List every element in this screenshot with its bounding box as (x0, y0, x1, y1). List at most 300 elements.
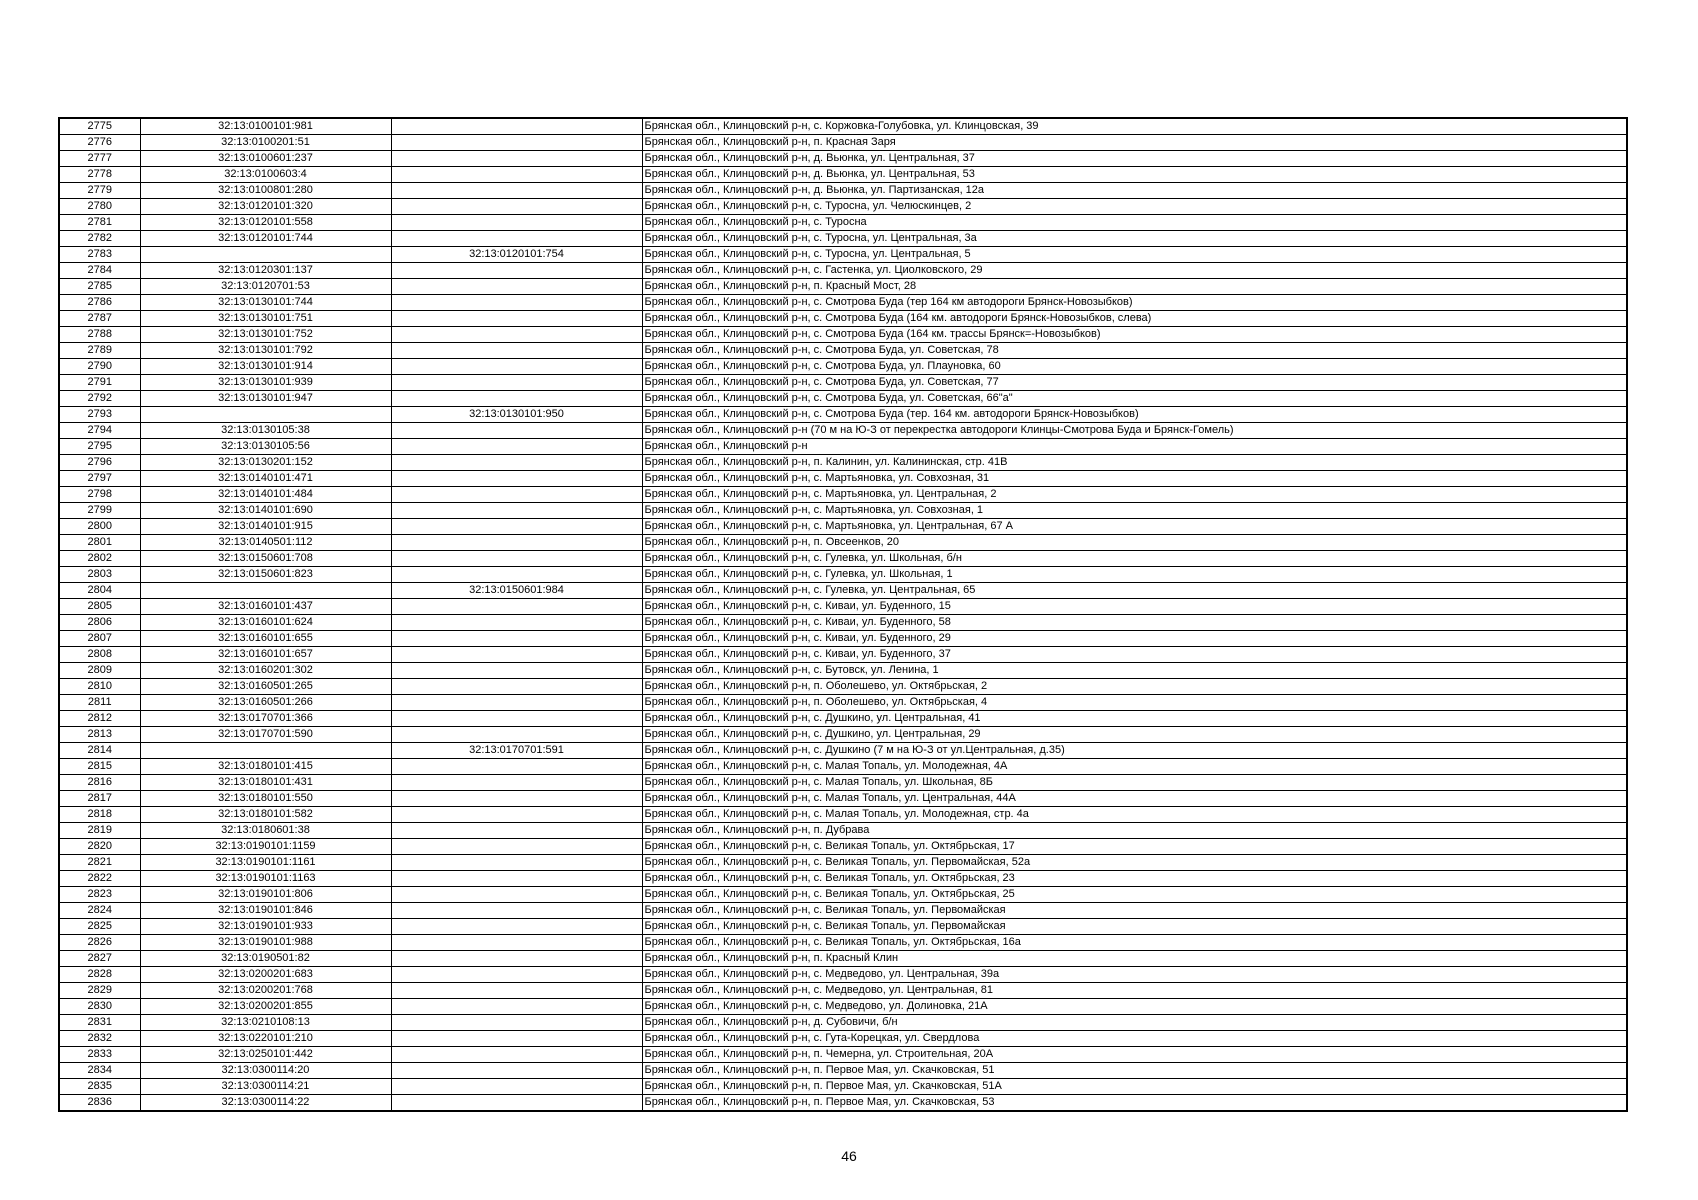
address-cell: Брянская обл., Клинцовский р-н, п. Красная Заря (642, 135, 1627, 151)
cadastral-number-alt-cell (391, 135, 642, 151)
table-row (59, 711, 1627, 727)
table-row (59, 118, 1627, 135)
address-cell: Брянская обл., Клинцовский р-н, с. Мартьяновка, ул. Центральная, 2 (642, 487, 1627, 503)
cadastral-number-cell: 32:13:0120301:137 (140, 263, 391, 279)
cadastral-number-alt-cell (391, 487, 642, 503)
row-number-cell: 2820 (59, 839, 140, 855)
cadastral-number-alt-cell (391, 551, 642, 567)
table-row (59, 1079, 1627, 1095)
address-cell: Брянская обл., Клинцовский р-н, с. Смотрова Буда, ул. Советская, 78 (642, 343, 1627, 359)
cadastral-number-alt-cell (391, 839, 642, 855)
address-cell: Брянская обл., Клинцовский р-н, с. Туросна, ул. Центральная, 3а (642, 231, 1627, 247)
cadastral-number-alt-cell (391, 663, 642, 679)
cadastral-number-alt-cell (391, 967, 642, 983)
address-cell: Брянская обл., Клинцовский р-н, с. Мартьяновка, ул. Центральная, 67 А (642, 519, 1627, 535)
row-number-cell: 2819 (59, 823, 140, 839)
address-cell: Брянская обл., Клинцовский р-н, с. Смотрова Буда (тер. 164 км. автодороги Брянск-Новозыбков) (642, 407, 1627, 423)
table-row (59, 231, 1627, 247)
address-cell: Брянская обл., Клинцовский р-н, с. Туросна, ул. Челюскинцев, 2 (642, 199, 1627, 215)
cadastral-number-cell: 32:13:0130105:38 (140, 423, 391, 439)
cadastral-number-alt-cell (391, 1031, 642, 1047)
table-row (59, 919, 1627, 935)
cadastral-number-alt-cell (391, 807, 642, 823)
cadastral-number-cell: 32:13:0100201:51 (140, 135, 391, 151)
cadastral-number-cell: 32:13:0200201:768 (140, 983, 391, 999)
cadastral-number-alt-cell (391, 263, 642, 279)
table-row (59, 247, 1627, 263)
row-number-cell: 2786 (59, 295, 140, 311)
cadastral-number-cell: 32:13:0150601:823 (140, 567, 391, 583)
table-row (59, 647, 1627, 663)
row-number-cell: 2830 (59, 999, 140, 1015)
cadastral-number-cell: 32:13:0190101:846 (140, 903, 391, 919)
cadastral-number-cell: 32:13:0190101:1159 (140, 839, 391, 855)
row-number-cell: 2775 (59, 118, 140, 135)
address-cell: Брянская обл., Клинцовский р-н, с. Великая Топаль, ул. Первомайская (642, 903, 1627, 919)
cadastral-number-cell (140, 247, 391, 263)
address-cell: Брянская обл., Клинцовский р-н, с. Медведово, ул. Центральная, 39а (642, 967, 1627, 983)
row-number-cell: 2790 (59, 359, 140, 375)
cadastral-number-cell: 32:13:0180101:582 (140, 807, 391, 823)
cadastral-number-cell: 32:13:0220101:210 (140, 1031, 391, 1047)
row-number-cell: 2788 (59, 327, 140, 343)
address-cell: Брянская обл., Клинцовский р-н, с. Великая Топаль, ул. Первомайская (642, 919, 1627, 935)
cadastral-number-cell: 32:13:0130101:939 (140, 375, 391, 391)
row-number-cell: 2793 (59, 407, 140, 423)
cadastral-number-cell: 32:13:0130101:947 (140, 391, 391, 407)
row-number-cell: 2835 (59, 1079, 140, 1095)
row-number-cell: 2816 (59, 775, 140, 791)
table-row (59, 935, 1627, 951)
cadastral-number-cell: 32:13:0190101:988 (140, 935, 391, 951)
row-number-cell: 2778 (59, 167, 140, 183)
cadastral-number-alt-cell (391, 535, 642, 551)
table-row (59, 343, 1627, 359)
cadastral-number-alt-cell (391, 215, 642, 231)
table-row (59, 855, 1627, 871)
cadastral-number-alt-cell (391, 295, 642, 311)
cadastral-number-alt-cell (391, 375, 642, 391)
row-number-cell: 2781 (59, 215, 140, 231)
address-cell: Брянская обл., Клинцовский р-н, с. Бутовск, ул. Ленина, 1 (642, 663, 1627, 679)
row-number-cell: 2805 (59, 599, 140, 615)
cadastral-number-alt-cell (391, 823, 642, 839)
table-row (59, 759, 1627, 775)
table-row (59, 407, 1627, 423)
address-cell: Брянская обл., Клинцовский р-н, с. Киваи, ул. Буденного, 58 (642, 615, 1627, 631)
row-number-cell: 2791 (59, 375, 140, 391)
table-row (59, 583, 1627, 599)
address-cell: Брянская обл., Клинцовский р-н, п. Красный Клин (642, 951, 1627, 967)
address-cell: Брянская обл., Клинцовский р-н, с. Медведово, ул. Центральная, 81 (642, 983, 1627, 999)
table-row (59, 1031, 1627, 1047)
cadastral-number-alt-cell (391, 919, 642, 935)
cadastral-number-cell: 32:13:0160101:657 (140, 647, 391, 663)
table-row (59, 359, 1627, 375)
address-cell: Брянская обл., Клинцовский р-н, с. Мартьяновка, ул. Совхозная, 31 (642, 471, 1627, 487)
row-number-cell: 2817 (59, 791, 140, 807)
address-cell: Брянская обл., Клинцовский р-н (70 м на Ю-З от перекрестка автодороги Клинцы-Смотрова Буда и Брянск-Гомель) (642, 423, 1627, 439)
cadastral-number-alt-cell (391, 439, 642, 455)
cadastral-number-alt-cell (391, 118, 642, 135)
cadastral-number-alt-cell (391, 167, 642, 183)
table-row (59, 391, 1627, 407)
cadastral-number-cell: 32:13:0300114:22 (140, 1095, 391, 1112)
address-cell: Брянская обл., Клинцовский р-н, с. Малая Топаль, ул. Молодежная, 4А (642, 759, 1627, 775)
table-row (59, 1095, 1627, 1112)
cadastral-number-alt-cell (391, 327, 642, 343)
table-row (59, 887, 1627, 903)
row-number-cell: 2812 (59, 711, 140, 727)
table-row (59, 663, 1627, 679)
row-number-cell: 2777 (59, 151, 140, 167)
table-row (59, 695, 1627, 711)
cadastral-number-cell: 32:13:0140101:915 (140, 519, 391, 535)
table-row (59, 263, 1627, 279)
row-number-cell: 2776 (59, 135, 140, 151)
table-row (59, 791, 1627, 807)
cadastral-number-alt-cell (391, 647, 642, 663)
cadastral-number-cell: 32:13:0180101:550 (140, 791, 391, 807)
cadastral-number-cell: 32:13:0160201:302 (140, 663, 391, 679)
cadastral-number-alt-cell (391, 455, 642, 471)
cadastral-number-alt-cell (391, 151, 642, 167)
cadastral-number-alt-cell (391, 567, 642, 583)
address-cell: Брянская обл., Клинцовский р-н, с. Смотрова Буда, ул. Советская, 66"а" (642, 391, 1627, 407)
cadastral-number-alt-cell (391, 983, 642, 999)
row-number-cell: 2833 (59, 1047, 140, 1063)
table-row (59, 279, 1627, 295)
address-cell: Брянская обл., Клинцовский р-н, п. Первое Мая, ул. Скачковская, 51А (642, 1079, 1627, 1095)
row-number-cell: 2806 (59, 615, 140, 631)
cadastral-number-alt-cell (391, 599, 642, 615)
table-row (59, 615, 1627, 631)
row-number-cell: 2804 (59, 583, 140, 599)
address-cell: Брянская обл., Клинцовский р-н, д. Вьюнка, ул. Партизанская, 12а (642, 183, 1627, 199)
cadastral-number-cell: 32:13:0180101:431 (140, 775, 391, 791)
cadastral-number-alt-cell (391, 279, 642, 295)
cadastral-number-alt-cell (391, 503, 642, 519)
table-row (59, 199, 1627, 215)
address-cell: Брянская обл., Клинцовский р-н, с. Киваи, ул. Буденного, 29 (642, 631, 1627, 647)
cadastral-number-cell: 32:13:0130101:744 (140, 295, 391, 311)
cadastral-number-cell: 32:13:0170701:366 (140, 711, 391, 727)
cadastral-number-alt-cell (391, 679, 642, 695)
address-cell: Брянская обл., Клинцовский р-н, с. Смотрова Буда (тер 164 км автодороги Брянск-Новозыбков) (642, 295, 1627, 311)
cadastral-number-cell: 32:13:0300114:21 (140, 1079, 391, 1095)
cadastral-number-cell: 32:13:0190101:1161 (140, 855, 391, 871)
address-cell: Брянская обл., Клинцовский р-н, п. Чемерна, ул. Строительная, 20А (642, 1047, 1627, 1063)
row-number-cell: 2815 (59, 759, 140, 775)
address-cell: Брянская обл., Клинцовский р-н, с. Смотрова Буда, ул. Плауновка, 60 (642, 359, 1627, 375)
table-row (59, 567, 1627, 583)
cadastral-number-alt-cell (391, 727, 642, 743)
cadastral-number-cell: 32:13:0170701:590 (140, 727, 391, 743)
row-number-cell: 2836 (59, 1095, 140, 1112)
table-row (59, 839, 1627, 855)
cadastral-number-alt-cell (391, 1063, 642, 1079)
address-cell: Брянская обл., Клинцовский р-н, с. Великая Топаль, ул. Первомайская, 52а (642, 855, 1627, 871)
table-row (59, 455, 1627, 471)
cadastral-number-cell: 32:13:0250101:442 (140, 1047, 391, 1063)
cadastral-number-cell: 32:13:0140501:112 (140, 535, 391, 551)
cadastral-number-cell: 32:13:0100801:280 (140, 183, 391, 199)
row-number-cell: 2823 (59, 887, 140, 903)
row-number-cell: 2813 (59, 727, 140, 743)
cadastral-number-cell: 32:13:0120101:558 (140, 215, 391, 231)
cadastral-number-cell: 32:13:0200201:855 (140, 999, 391, 1015)
table-row (59, 999, 1627, 1015)
cadastral-number-cell: 32:13:0100601:237 (140, 151, 391, 167)
cadastral-number-cell: 32:13:0130101:792 (140, 343, 391, 359)
cadastral-number-cell (140, 583, 391, 599)
cadastral-number-alt-cell: 32:13:0170701:591 (391, 743, 642, 759)
table-row (59, 503, 1627, 519)
table-row (59, 1047, 1627, 1063)
cadastral-number-cell: 32:13:0160101:655 (140, 631, 391, 647)
cadastral-number-cell: 32:13:0120101:320 (140, 199, 391, 215)
row-number-cell: 2780 (59, 199, 140, 215)
cadastral-number-alt-cell (391, 1015, 642, 1031)
table-row (59, 967, 1627, 983)
cadastral-number-alt-cell (391, 871, 642, 887)
table-row (59, 807, 1627, 823)
address-cell: Брянская обл., Клинцовский р-н, д. Вьюнка, ул. Центральная, 53 (642, 167, 1627, 183)
address-cell: Брянская обл., Клинцовский р-н, с. Великая Топаль, ул. Октябрьская, 23 (642, 871, 1627, 887)
row-number-cell: 2787 (59, 311, 140, 327)
address-cell: Брянская обл., Клинцовский р-н, д. Вьюнка, ул. Центральная, 37 (642, 151, 1627, 167)
row-number-cell: 2832 (59, 1031, 140, 1047)
table-row (59, 167, 1627, 183)
table-row (59, 983, 1627, 999)
table-row (59, 823, 1627, 839)
cadastral-number-alt-cell (391, 231, 642, 247)
cadastral-number-alt-cell (391, 423, 642, 439)
address-cell: Брянская обл., Клинцовский р-н, с. Мартьяновка, ул. Совхозная, 1 (642, 503, 1627, 519)
cadastral-number-cell: 32:13:0130101:914 (140, 359, 391, 375)
address-cell: Брянская обл., Клинцовский р-н, п. Оболешево, ул. Октябрьская, 4 (642, 695, 1627, 711)
address-cell: Брянская обл., Клинцовский р-н, п. Первое Мая, ул. Скачковская, 53 (642, 1095, 1627, 1112)
address-cell: Брянская обл., Клинцовский р-н, с. Малая Топаль, ул. Молодежная, стр. 4а (642, 807, 1627, 823)
cadastral-number-alt-cell (391, 1095, 642, 1112)
address-cell: Брянская обл., Клинцовский р-н (642, 439, 1627, 455)
table-row (59, 327, 1627, 343)
row-number-cell: 2785 (59, 279, 140, 295)
cadastral-number-alt-cell (391, 183, 642, 199)
table-row (59, 183, 1627, 199)
row-number-cell: 2801 (59, 535, 140, 551)
cadastral-number-alt-cell (391, 775, 642, 791)
address-cell: Брянская обл., Клинцовский р-н, п. Калинин, ул. Калининская, стр. 41В (642, 455, 1627, 471)
row-number-cell: 2797 (59, 471, 140, 487)
table-row (59, 151, 1627, 167)
cadastral-number-cell: 32:13:0120701:53 (140, 279, 391, 295)
table-row (59, 311, 1627, 327)
cadastral-number-alt-cell: 32:13:0120101:754 (391, 247, 642, 263)
table-row (59, 535, 1627, 551)
address-cell: Брянская обл., Клинцовский р-н, с. Гута-Корецкая, ул. Свердлова (642, 1031, 1627, 1047)
row-number-cell: 2824 (59, 903, 140, 919)
cadastral-number-cell: 32:13:0160501:266 (140, 695, 391, 711)
row-number-cell: 2800 (59, 519, 140, 535)
row-number-cell: 2808 (59, 647, 140, 663)
row-number-cell: 2829 (59, 983, 140, 999)
cadastral-number-cell: 32:13:0140101:690 (140, 503, 391, 519)
cadastral-number-cell: 32:13:0140101:471 (140, 471, 391, 487)
row-number-cell: 2834 (59, 1063, 140, 1079)
cadastral-number-alt-cell (391, 791, 642, 807)
row-number-cell: 2809 (59, 663, 140, 679)
address-cell: Брянская обл., Клинцовский р-н, д. Субовичи, б/н (642, 1015, 1627, 1031)
table-row (59, 135, 1627, 151)
row-number-cell: 2796 (59, 455, 140, 471)
cadastral-number-alt-cell (391, 887, 642, 903)
cadastral-number-cell: 32:13:0160101:437 (140, 599, 391, 615)
address-cell: Брянская обл., Клинцовский р-н, с. Малая Топаль, ул. Школьная, 8Б (642, 775, 1627, 791)
cadastral-number-cell: 32:13:0190101:933 (140, 919, 391, 935)
table-row (59, 743, 1627, 759)
cadastral-number-alt-cell (391, 711, 642, 727)
cadastral-number-alt-cell (391, 311, 642, 327)
cadastral-number-alt-cell: 32:13:0150601:984 (391, 583, 642, 599)
address-cell: Брянская обл., Клинцовский р-н, с. Великая Топаль, ул. Октябрьская, 17 (642, 839, 1627, 855)
table-row (59, 471, 1627, 487)
address-cell: Брянская обл., Клинцовский р-н, с. Гастенка, ул. Циолковского, 29 (642, 263, 1627, 279)
address-cell: Брянская обл., Клинцовский р-н, с. Медведово, ул. Долиновка, 21А (642, 999, 1627, 1015)
cadastral-number-alt-cell: 32:13:0130101:950 (391, 407, 642, 423)
row-number-cell: 2818 (59, 807, 140, 823)
address-cell: Брянская обл., Клинцовский р-н, с. Смотрова Буда (164 км. трассы Брянск=-Новозыбков) (642, 327, 1627, 343)
cadastral-number-cell (140, 743, 391, 759)
cadastral-number-alt-cell (391, 903, 642, 919)
row-number-cell: 2826 (59, 935, 140, 951)
cadastral-number-alt-cell (391, 999, 642, 1015)
table-row (59, 951, 1627, 967)
address-cell: Брянская обл., Клинцовский р-н, п. Оболешево, ул. Октябрьская, 2 (642, 679, 1627, 695)
registry-table (58, 117, 1628, 1112)
cadastral-number-alt-cell (391, 471, 642, 487)
address-cell: Брянская обл., Клинцовский р-н, с. Душкино, ул. Центральная, 41 (642, 711, 1627, 727)
row-number-cell: 2784 (59, 263, 140, 279)
address-cell: Брянская обл., Клинцовский р-н, с. Коржовка-Голубовка, ул. Клинцовская, 39 (642, 118, 1627, 135)
address-cell: Брянская обл., Клинцовский р-н, п. Овсеенков, 20 (642, 535, 1627, 551)
row-number-cell: 2783 (59, 247, 140, 263)
cadastral-number-alt-cell (391, 759, 642, 775)
cadastral-number-alt-cell (391, 631, 642, 647)
row-number-cell: 2792 (59, 391, 140, 407)
row-number-cell: 2779 (59, 183, 140, 199)
address-cell: Брянская обл., Клинцовский р-н, п. Первое Мая, ул. Скачковская, 51 (642, 1063, 1627, 1079)
row-number-cell: 2811 (59, 695, 140, 711)
cadastral-number-cell: 32:13:0200201:683 (140, 967, 391, 983)
table-row (59, 679, 1627, 695)
row-number-cell: 2802 (59, 551, 140, 567)
cadastral-number-alt-cell (391, 343, 642, 359)
table-row (59, 727, 1627, 743)
table-row (59, 439, 1627, 455)
cadastral-number-alt-cell (391, 519, 642, 535)
address-cell: Брянская обл., Клинцовский р-н, с. Киваи, ул. Буденного, 37 (642, 647, 1627, 663)
page-number: 46 (841, 1148, 857, 1164)
table-row (59, 295, 1627, 311)
row-number-cell: 2828 (59, 967, 140, 983)
cadastral-number-cell: 32:13:0300114:20 (140, 1063, 391, 1079)
cadastral-number-alt-cell (391, 855, 642, 871)
cadastral-number-cell: 32:13:0130101:751 (140, 311, 391, 327)
table-row (59, 375, 1627, 391)
cadastral-number-cell: 32:13:0120101:744 (140, 231, 391, 247)
cadastral-number-cell: 32:13:0100603:4 (140, 167, 391, 183)
cadastral-number-cell: 32:13:0130101:752 (140, 327, 391, 343)
row-number-cell: 2810 (59, 679, 140, 695)
cadastral-number-alt-cell (391, 615, 642, 631)
address-cell: Брянская обл., Клинцовский р-н, с. Смотрова Буда, ул. Советская, 77 (642, 375, 1627, 391)
cadastral-number-cell: 32:13:0210108:13 (140, 1015, 391, 1031)
row-number-cell: 2822 (59, 871, 140, 887)
table-row (59, 215, 1627, 231)
table-row (59, 631, 1627, 647)
address-cell: Брянская обл., Клинцовский р-н, с. Смотрова Буда (164 км. автодороги Брянск-Новозыбков, слева) (642, 311, 1627, 327)
table-row (59, 551, 1627, 567)
cadastral-number-cell: 32:13:0180601:38 (140, 823, 391, 839)
table-row (59, 871, 1627, 887)
cadastral-number-alt-cell (391, 1047, 642, 1063)
table-row (59, 599, 1627, 615)
row-number-cell: 2831 (59, 1015, 140, 1031)
table-row (59, 1015, 1627, 1031)
cadastral-number-cell: 32:13:0160101:624 (140, 615, 391, 631)
row-number-cell: 2799 (59, 503, 140, 519)
row-number-cell: 2825 (59, 919, 140, 935)
address-cell: Брянская обл., Клинцовский р-н, с. Великая Топаль, ул. Октябрьская, 16а (642, 935, 1627, 951)
cadastral-number-alt-cell (391, 695, 642, 711)
address-cell: Брянская обл., Клинцовский р-н, с. Киваи, ул. Буденного, 15 (642, 599, 1627, 615)
cadastral-number-cell (140, 407, 391, 423)
address-cell: Брянская обл., Клинцовский р-н, с. Гулевка, ул. Школьная, 1 (642, 567, 1627, 583)
row-number-cell: 2794 (59, 423, 140, 439)
address-cell: Брянская обл., Клинцовский р-н, с. Туросна, ул. Центральная, 5 (642, 247, 1627, 263)
address-cell: Брянская обл., Клинцовский р-н, п. Дубрава (642, 823, 1627, 839)
address-cell: Брянская обл., Клинцовский р-н, п. Красный Мост, 28 (642, 279, 1627, 295)
cadastral-number-cell: 32:13:0100101:981 (140, 118, 391, 135)
cadastral-number-alt-cell (391, 359, 642, 375)
address-cell: Брянская обл., Клинцовский р-н, с. Душкино (7 м на Ю-З от ул.Центральная, д.35) (642, 743, 1627, 759)
cadastral-number-cell: 32:13:0190101:806 (140, 887, 391, 903)
table-row (59, 487, 1627, 503)
address-cell: Брянская обл., Клинцовский р-н, с. Малая Топаль, ул. Центральная, 44А (642, 791, 1627, 807)
row-number-cell: 2782 (59, 231, 140, 247)
table-row (59, 519, 1627, 535)
cadastral-number-cell: 32:13:0150601:708 (140, 551, 391, 567)
address-cell: Брянская обл., Клинцовский р-н, с. Душкино, ул. Центральная, 29 (642, 727, 1627, 743)
address-cell: Брянская обл., Клинцовский р-н, с. Туросна (642, 215, 1627, 231)
cadastral-number-alt-cell (391, 391, 642, 407)
cadastral-number-cell: 32:13:0130105:56 (140, 439, 391, 455)
cadastral-number-cell: 32:13:0180101:415 (140, 759, 391, 775)
address-cell: Брянская обл., Клинцовский р-н, с. Гулевка, ул. Школьная, б/н (642, 551, 1627, 567)
cadastral-number-cell: 32:13:0140101:484 (140, 487, 391, 503)
cadastral-number-cell: 32:13:0130201:152 (140, 455, 391, 471)
address-cell: Брянская обл., Клинцовский р-н, с. Гулевка, ул. Центральная, 65 (642, 583, 1627, 599)
cadastral-number-alt-cell (391, 1079, 642, 1095)
cadastral-number-cell: 32:13:0160501:265 (140, 679, 391, 695)
cadastral-number-alt-cell (391, 951, 642, 967)
table-row (59, 775, 1627, 791)
row-number-cell: 2827 (59, 951, 140, 967)
row-number-cell: 2821 (59, 855, 140, 871)
row-number-cell: 2807 (59, 631, 140, 647)
table-row (59, 903, 1627, 919)
